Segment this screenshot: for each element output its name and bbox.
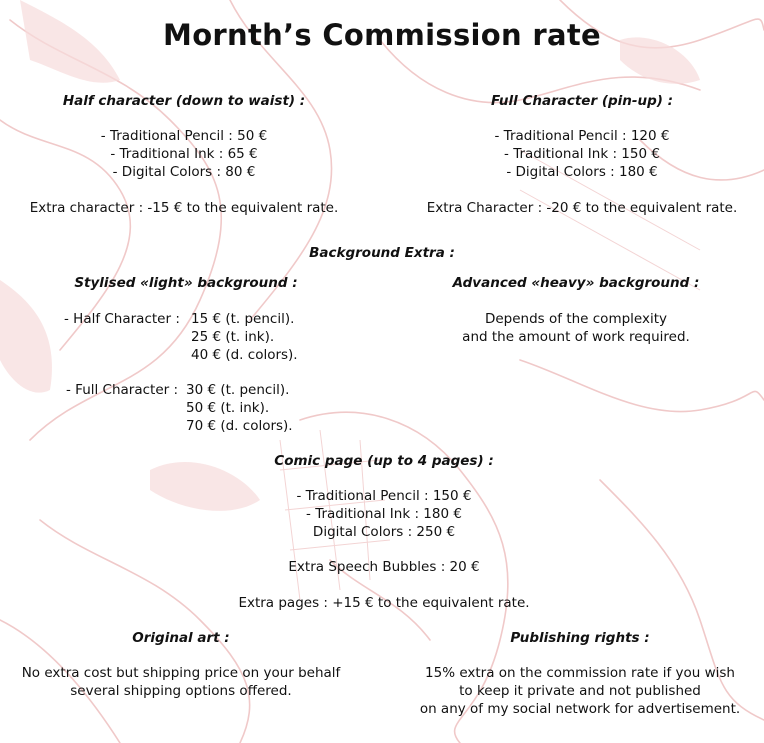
publishing-rights-line-2: to keep it private and not published	[459, 683, 701, 699]
light-full-price-colors: 70 € (d. colors).	[186, 418, 293, 434]
light-full-price-ink: 50 € (t. ink).	[186, 400, 270, 416]
heavy-background-heading: Advanced «heavy» background :	[452, 275, 700, 291]
heavy-background-line-1: Depends of the complexity	[484, 311, 668, 327]
page-title: Mornth’s Commission rate	[163, 18, 601, 52]
heavy-background-line-2: and the amount of work required.	[462, 329, 690, 345]
full-price-colors: - Digital Colors : 180 €	[506, 164, 658, 180]
light-half-label: - Half Character :	[64, 311, 185, 327]
publishing-rights-heading: Publishing rights :	[510, 630, 650, 646]
comic-price-ink: - Traditional Ink : 180 €	[306, 506, 462, 522]
comic-price-colors: Digital Colors : 250 €	[312, 524, 456, 540]
half-character-heading: Half character (down to waist) :	[62, 93, 306, 109]
publishing-rights-line-1: 15% extra on the commission rate if you wish	[425, 665, 735, 681]
full-extra-character: Extra Character : -20 € to the equivalent rate.	[426, 200, 738, 216]
half-extra-character: Extra character : -15 € to the equivalent rate.	[29, 200, 339, 216]
comic-page-heading: Comic page (up to 4 pages) :	[274, 453, 494, 469]
half-price-ink: - Traditional Ink : 65 €	[110, 146, 258, 162]
full-price-pencil: - Traditional Pencil : 120 €	[494, 128, 670, 144]
background-extra-heading: Background Extra :	[309, 245, 455, 261]
original-art-line-2: several shipping options offered.	[70, 683, 292, 699]
comic-extra-pages: Extra pages : +15 € to the equivalent rate.	[238, 595, 530, 611]
comic-extra-bubbles: Extra Speech Bubbles : 20 €	[288, 559, 480, 575]
light-half-price-pencil: 15 € (t. pencil).	[191, 311, 295, 327]
light-full-price-pencil: 30 € (t. pencil).	[186, 382, 290, 398]
comic-price-pencil: - Traditional Pencil : 150 €	[296, 488, 472, 504]
light-full-label: - Full Character :	[66, 382, 183, 398]
light-background-heading: Stylised «light» background :	[74, 275, 298, 291]
original-art-line-1: No extra cost but shipping price on your behalf	[21, 665, 341, 681]
full-character-heading: Full Character (pin-up) :	[490, 93, 674, 109]
light-half-price-colors: 40 € (d. colors).	[191, 347, 298, 363]
publishing-rights-line-3: on any of my social network for advertisement.	[419, 701, 741, 717]
light-half-price-ink: 25 € (t. ink).	[191, 329, 275, 345]
half-price-colors: - Digital Colors : 80 €	[112, 164, 256, 180]
full-price-ink: - Traditional Ink : 150 €	[504, 146, 660, 162]
half-price-pencil: - Traditional Pencil : 50 €	[100, 128, 268, 144]
original-art-heading: Original art :	[132, 630, 230, 646]
